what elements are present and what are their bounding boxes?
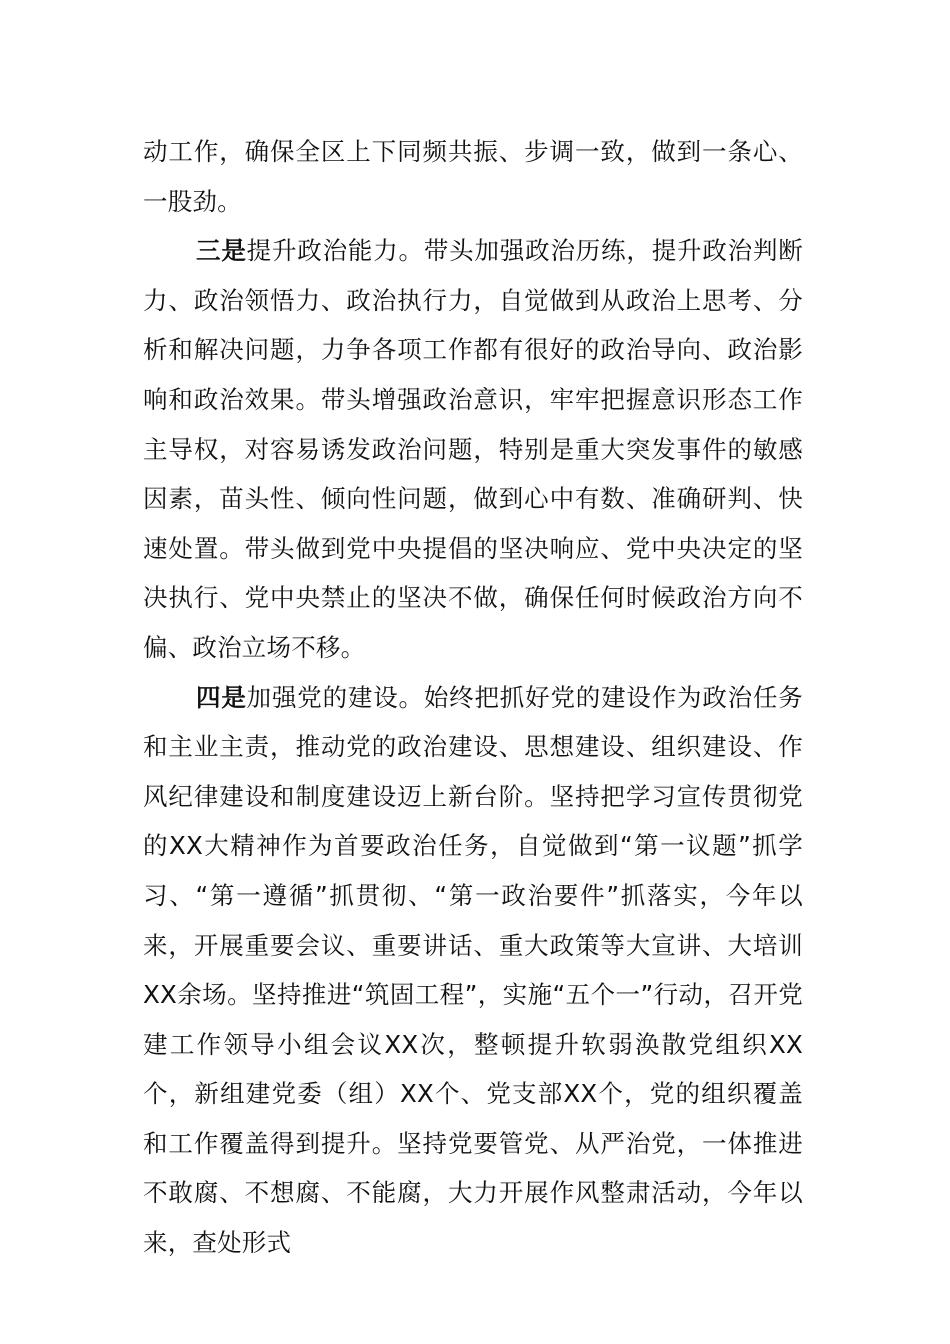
paragraph-lead: 四是: [196, 682, 247, 712]
paragraph-three: [143, 226, 803, 672]
paragraph-text: 加强党的建设。始终把抓好党的建设作为政治任务和主业主责，推动党的政治建设、思想建设、组织建设、作风纪律建设和制度建设迈上新台阶。坚持把学习宣传贯彻党的XX大精神作为首要政治任务，自觉做到“第一议题”抓学习、“第一遵循”抓贯彻、“第一政治要件”抓落实，今年以来，开展重要会议、重要讲话、重大政策等大宣讲、大培训XX余场。坚持推进“筑固工程”，实施“五个一”行动，召开党建工作领导小组会议XX次，整顿提升软弱涣散党组织XX个，新组建党委（组）XX个、党支部XX个，党的组织覆盖和工作覆盖得到提升。坚持党要管党、从严治党，一体推进不敢腐、不想腐、不能腐，大力开展作风整肃活动，今年以来，查处形式: [143, 682, 803, 1258]
paragraph-continuation: [143, 127, 803, 226]
paragraph-text: 提升政治能力。带头加强政治历练，提升政治判断力、政治领悟力、政治执行力，自觉做到从政治上思考、分析和解决问题，力争各项工作都有很好的政治导向、政治影响和政治效果。带头增强政治意识，牢牢把握意识形态工作主导权，对容易诱发政治问题，特别是重大突发事件的敏感因素，苗头性、倾向性问题，做到心中有数、准确研判、快速处置。带头做到党中央提倡的坚决响应、党中央决定的坚决执行、党中央禁止的坚决不做，确保任何时候政治方向不偏、政治立场不移。: [143, 236, 803, 662]
body-text: [143, 127, 803, 1268]
paragraph-four: [143, 673, 803, 1268]
paragraph-lead: 三是: [196, 236, 247, 266]
paragraph-text: 动工作，确保全区上下同频共振、步调一致，做到一条心、一股劲。: [143, 137, 803, 216]
